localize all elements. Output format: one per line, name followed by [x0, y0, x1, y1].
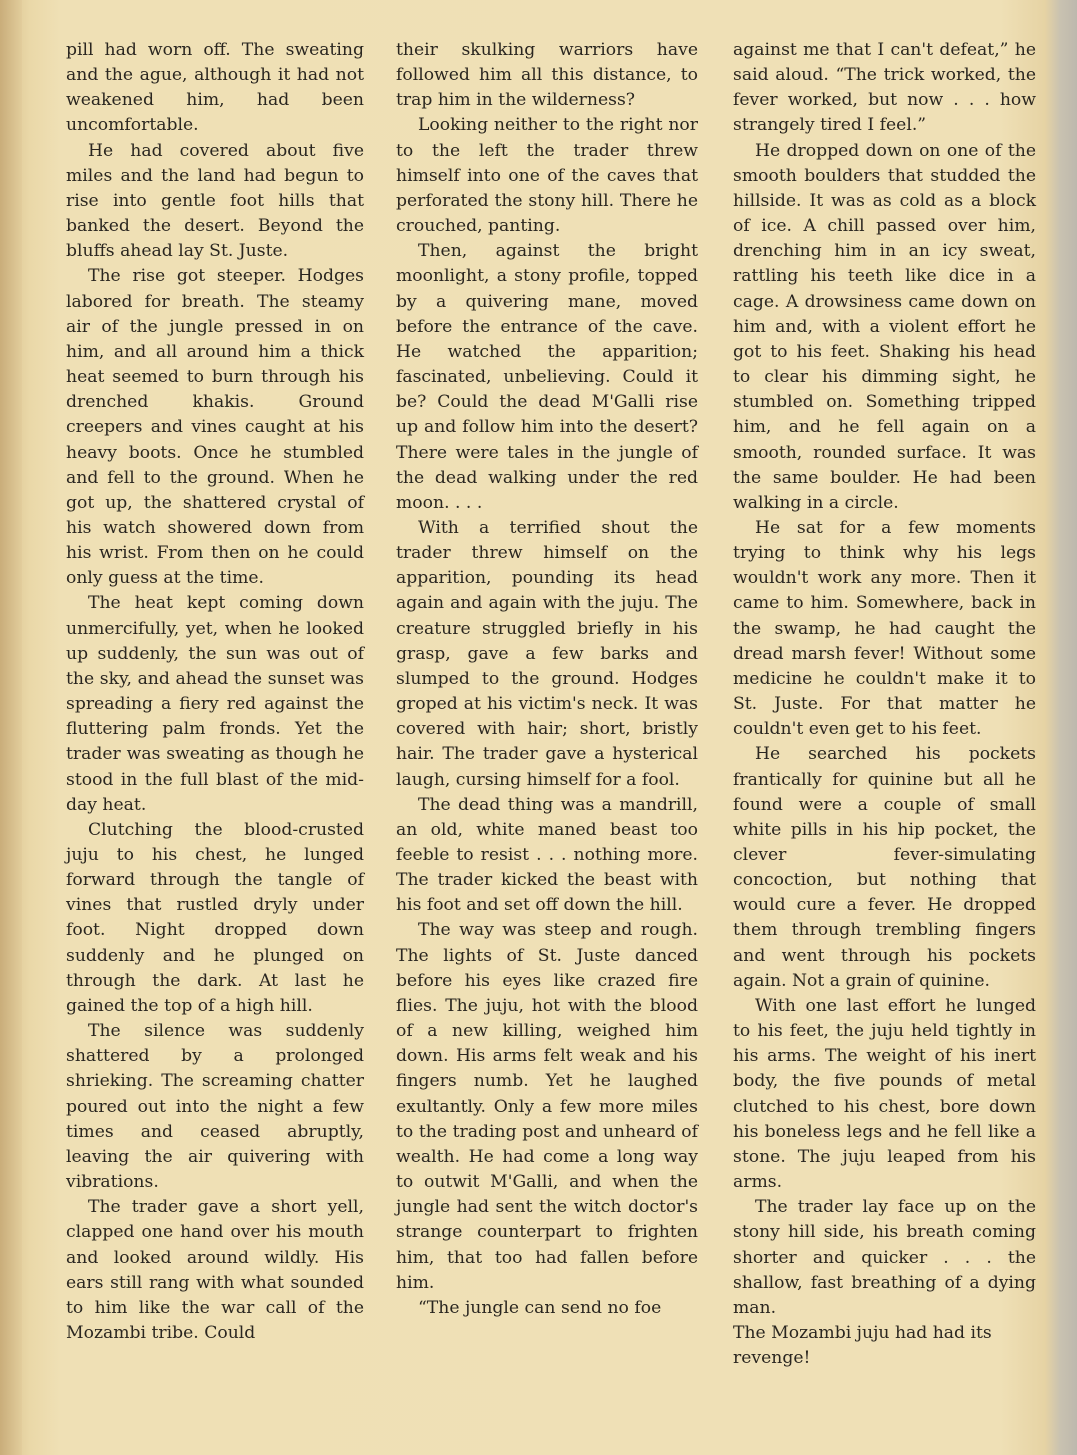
paragraph: “The jungle can send no foe — [418, 1297, 662, 1318]
paragraph: He sat for a few moments trying to think why his legs wouldn't work any more. Then it came to him. Somewhere, back in the swamp, he had caught the dread marsh fever! Without some medicine he couldn't make it to St. Juste. For that matter he couldn't even get to his feet. — [733, 517, 1036, 740]
paragraph: The trader lay face up on the stony hill side, his breath coming shorter and quicker . . . the shallow, fast breathing of a dying man. — [733, 1197, 1036, 1318]
paragraph: Then, against the bright moonlight, a stony profile, topped by a quivering mane, moved before the entrance of the cave. He watched the apparition; fascinated, unbelieving. Could it be? Could the dead M'Galli rise up and follow him into the desert? There were tales in the jungle of the dead walking under the red moon. . . . — [396, 241, 698, 513]
text-column-1 — [66, 38, 364, 1346]
paragraph: The silence was suddenly shattered by a prolonged shrieking. The screaming chatter poured out into the night a few times and ceased abruptly, leaving the air quivering with vibrations. — [66, 1021, 364, 1193]
paragraph: He searched his pockets frantically for quinine but all he found were a couple of small white pills in his hip pocket, the clever fever-simulating concoction, but nothing that would cure a fever. He dropped them through trembling fingers and went through his pockets again. Not a grain of quinine. — [733, 744, 1036, 991]
paragraph: He had covered about five miles and the land had begun to rise into gentle foot hills that banked the desert. Beyond the bluffs ahead lay St. Juste. — [66, 140, 364, 262]
paragraph: The dead thing was a mandrill, an old, white maned beast too feeble to resist . . . nothing more. The trader kicked the beast with his foot and set off down the hill. — [396, 794, 698, 916]
paragraph: Clutching the blood-crusted juju to his chest, he lunged forward through the tangle of vines that rustled dryly under foot. Night dropped down suddenly and he plunged on through the dark. At last he gained the top of a high hill. — [66, 819, 364, 1016]
closing-line: The Mozambi juju had had its revenge! — [733, 1322, 992, 1369]
paragraph: their skulking warriors have followed him all this distance, to trap him in the wilderness? — [396, 40, 698, 111]
paragraph: He dropped down on one of the smooth boulders that studded the hillside. It was as cold as a block of ice. A chill passed over him, drenching him in an icy sweat, rattling his teeth like dice in a cage. A drowsiness came down on him and, with a violent effort he got to his feet. Shaking his head to clear his dimming sight, he stumbled on. Something tripped him, and he fell again on a smooth, rounded surface. It was the same boulder. He had been walking in a circle. — [733, 140, 1036, 513]
text-column-3 — [733, 38, 1036, 1371]
paragraph: against me that I can't defeat,” he said aloud. “The trick worked, the fever worked, but now . . . how strangely tired I feel.” — [733, 40, 1036, 136]
paragraph: Looking neither to the right nor to the left the trader threw himself into one of the caves that perforated the stony hill. There he crouched, panting. — [396, 115, 698, 237]
paragraph: The rise got steeper. Hodges labored for breath. The steamy air of the jungle pressed in on him, and all around him a thick heat seemed to burn through his drenched khakis. Ground creepers and vines caught at his heavy boots. Once he stumbled and fell to the ground. When he got up, the shattered crystal of his watch showered down from his wrist. From then on he could only guess at the time. — [66, 266, 364, 589]
paragraph: pill had worn off. The sweating and the ague, although it had not weakened him, had been uncomfortable. — [66, 40, 364, 136]
paragraph: With one last effort he lunged to his feet, the juju held tightly in his arms. The weight of his inert body, the five pounds of metal clutched to his chest, bore down his boneless legs and he fell like a stone. The juju leaped from his arms. — [733, 995, 1036, 1193]
paragraph: The trader gave a short yell, clapped one hand over his mouth and looked around wildly. His ears still rang with what sounded to him like the war call of the Mozambi tribe. Could — [66, 1197, 364, 1343]
text-column-2 — [396, 38, 698, 1321]
page-spine — [0, 0, 22, 1455]
paragraph: The heat kept coming down unmercifully, yet, when he looked up suddenly, the sun was out of the sky, and ahead the sunset was spreading a fiery red against the fluttering palm fronds. Yet the trader was sweating as though he stood in the full blast of the mid-day heat. — [66, 593, 364, 815]
paragraph: With a terrified shout the trader threw himself on the apparition, pounding its head again and again with the juju. The creature struggled briefly in his grasp, gave a few barks and slumped to the ground. Hodges groped at his victim's neck. It was covered with hair; short, bristly hair. The trader gave a hysterical laugh, cursing himself for a fool. — [396, 517, 698, 790]
paragraph: The way was steep and rough. The lights of St. Juste danced before his eyes like crazed fire flies. The juju, hot with the blood of a new killing, weighed him down. His arms felt weak and his fingers numb. Yet he laughed exultantly. Only a few more miles to the trading post and unheard of wealth. He had come a long way to outwit M'Galli, and when the jungle had sent the witch doctor's strange counterpart to frighten him, that too had fallen before him. — [396, 920, 698, 1293]
